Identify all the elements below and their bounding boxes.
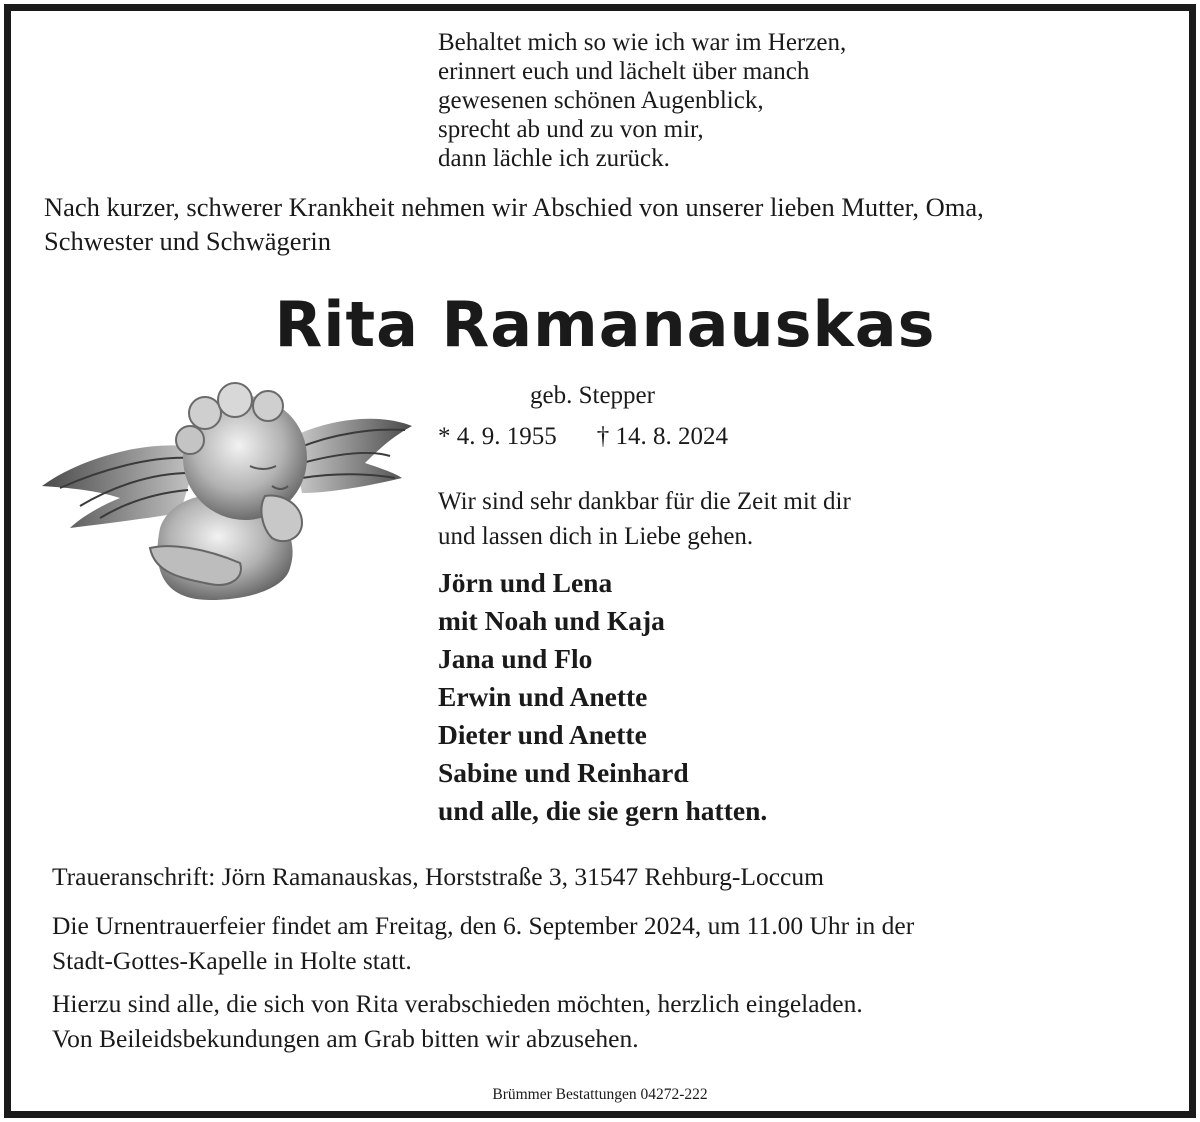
mourner-entry: mit Noah und Kaja [438, 605, 665, 636]
poem-line: sprecht ab und zu von mir, [438, 116, 704, 143]
poem-line: Behaltet mich so wie ich war im Herzen, [438, 29, 847, 56]
birth-date: * 4. 9. 1955 [438, 423, 557, 450]
intro-line: Nach kurzer, schwerer Krankheit nehmen wir Abschied von unserer lieben Mutter, Oma, [44, 192, 984, 222]
ceremony-line: Stadt-Gottes-Kapelle in Holte statt. [52, 946, 412, 975]
poem-line: gewesenen schönen Augenblick, [438, 87, 764, 114]
mourner-entry: Dieter und Anette [438, 719, 647, 750]
mourning-address: Traueranschrift: Jörn Ramanauskas, Horststraße 3, 31547 Rehburg-Loccum [52, 862, 824, 891]
death-date: † 14. 8. 2024 [596, 423, 728, 450]
invite-line: Hierzu sind alle, die sich von Rita verabschieden möchten, herzlich eingeladen. [52, 989, 863, 1018]
maiden-name: geb. Stepper [530, 382, 655, 409]
deceased-name: Rita Ramanauskas [274, 288, 936, 361]
mourner-entry: Sabine und Reinhard [438, 757, 689, 788]
poem-line: erinnert euch und lächelt über manch [438, 58, 810, 85]
thanks-text [438, 484, 851, 554]
ceremony-line: Die Urnentrauerfeier findet am Freitag, den 6. September 2024, um 11.00 Uhr in der [52, 911, 915, 940]
funeral-home-footer: Brümmer Bestattungen 04272-222 [492, 1086, 708, 1103]
life-dates [438, 423, 728, 451]
intro-line: Schwester und Schwägerin [44, 226, 332, 256]
poem [438, 28, 846, 173]
thanks-line: und lassen dich in Liebe gehen. [438, 523, 754, 550]
invitation-text [52, 986, 1162, 1056]
mourner-entry: und alle, die sie gern hatten. [438, 795, 768, 826]
thanks-line: Wir sind sehr dankbar für die Zeit mit dir [438, 488, 851, 515]
mourner-entry: Erwin und Anette [438, 681, 648, 712]
invite-line: Von Beileidsbekundungen am Grab bitten wir abzusehen. [52, 1024, 639, 1053]
angel-figurine-icon [40, 378, 412, 603]
intro-text [44, 190, 1164, 258]
ceremony-info [52, 908, 1162, 978]
mourner-entry: Jana und Flo [438, 643, 593, 674]
poem-line: dann lächle ich zurück. [438, 145, 670, 172]
mourner-entry: Jörn und Lena [438, 567, 613, 598]
mourners-list [438, 564, 767, 830]
